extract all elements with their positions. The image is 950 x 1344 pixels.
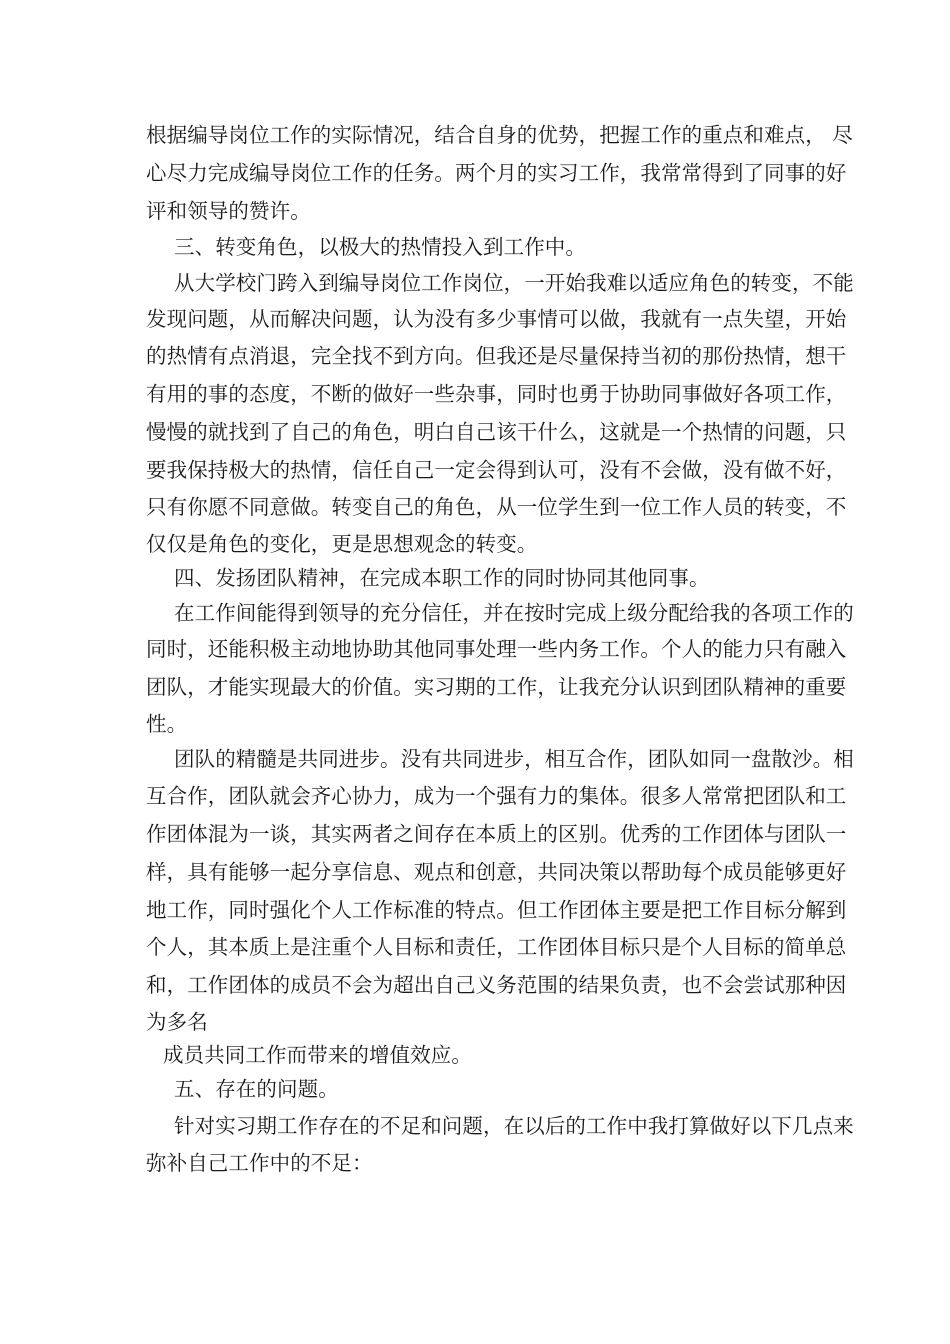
text-line: 发现问题，从而解决问题，认为没有多少事情可以做，我就有一点失望，开始: [146, 307, 847, 331]
text-line: 弥补自己工作中的不足：: [146, 1151, 373, 1175]
text-line: 团队的精髓是共同进步。没有共同进步，相互合作，团队如同一盘散沙。相: [174, 747, 854, 771]
text-line: 心尽力完成编导岗位工作的任务。两个月的实习工作，我常常得到了同事的好: [146, 161, 847, 185]
text-line: 性。: [146, 712, 188, 736]
text-line: 针对实习期工作存在的不足和问题，在以后的工作中我打算做好以下几点来: [174, 1114, 854, 1138]
text-line: 有用的事的态度，不断的做好一些杂事，同时也勇于协助同事做好各项工作，: [146, 382, 847, 406]
text-line: 同时，还能积极主动地协助其他同事处理一些内务工作。个人的能力只有融入: [146, 637, 847, 661]
section-heading: 三、转变角色，以极大的热情投入到工作中。: [174, 235, 586, 259]
text-line: 团队，才能实现最大的价值。实习期的工作，让我充分认识到团队精神的重要: [146, 675, 847, 699]
text-line: 要我保持极大的热情，信任自己一定会得到认可，没有不会做，没有做不好，: [146, 458, 847, 482]
text-line: 仅仅是角色的变化，更是思想观念的转变。: [146, 532, 538, 556]
text-line: 在工作间能得到领导的充分信任，并在按时完成上级分配给我的各项工作的: [174, 601, 854, 625]
text-line: 的热情有点消退，完全找不到方向。但我还是尽量保持当初的那份热情，想干: [146, 344, 847, 368]
text-line: 个人，其本质上是注重个人目标和责任，工作团体目标只是个人目标的简单总: [146, 935, 847, 959]
text-line: 作团体混为一谈，其实两者之间存在本质上的区别。优秀的工作团体与团队一: [146, 822, 847, 846]
text-line: 评和领导的赞许。: [146, 199, 311, 223]
text-line: 成员共同工作而带来的增值效应。: [163, 1043, 472, 1067]
text-line: 样，具有能够一起分享信息、观点和创意，共同决策以帮助每个成员能够更好: [146, 860, 847, 884]
text-line: 慢慢的就找到了自己的角色，明白自己该干什么，这就是一个热情的问题，只: [146, 420, 847, 444]
text-line: 从大学校门跨入到编导岗位工作岗位，一开始我难以适应角色的转变，不能: [174, 271, 854, 295]
text-line: 互合作，团队就会齐心协力，成为一个强有力的集体。很多人常常把团队和工: [146, 784, 847, 808]
text-line: 地工作，同时强化个人工作标准的特点。但工作团体主要是把工作目标分解到: [146, 898, 847, 922]
text-line: 为多名: [146, 1010, 208, 1034]
text-line: 和，工作团体的成员不会为超出自己义务范围的结果负责，也不会尝试那种因: [146, 973, 847, 997]
text-line: 根据编导岗位工作的实际情况，结合自身的优势，把握工作的重点和难点， 尽: [146, 123, 854, 147]
section-heading: 五、存在的问题。: [174, 1077, 339, 1101]
section-heading: 四、发扬团队精神，在完成本职工作的同时协同其他同事。: [174, 566, 710, 590]
text-line: 只有你愿不同意做。转变自己的角色，从一位学生到一位工作人员的转变，不: [146, 495, 847, 519]
